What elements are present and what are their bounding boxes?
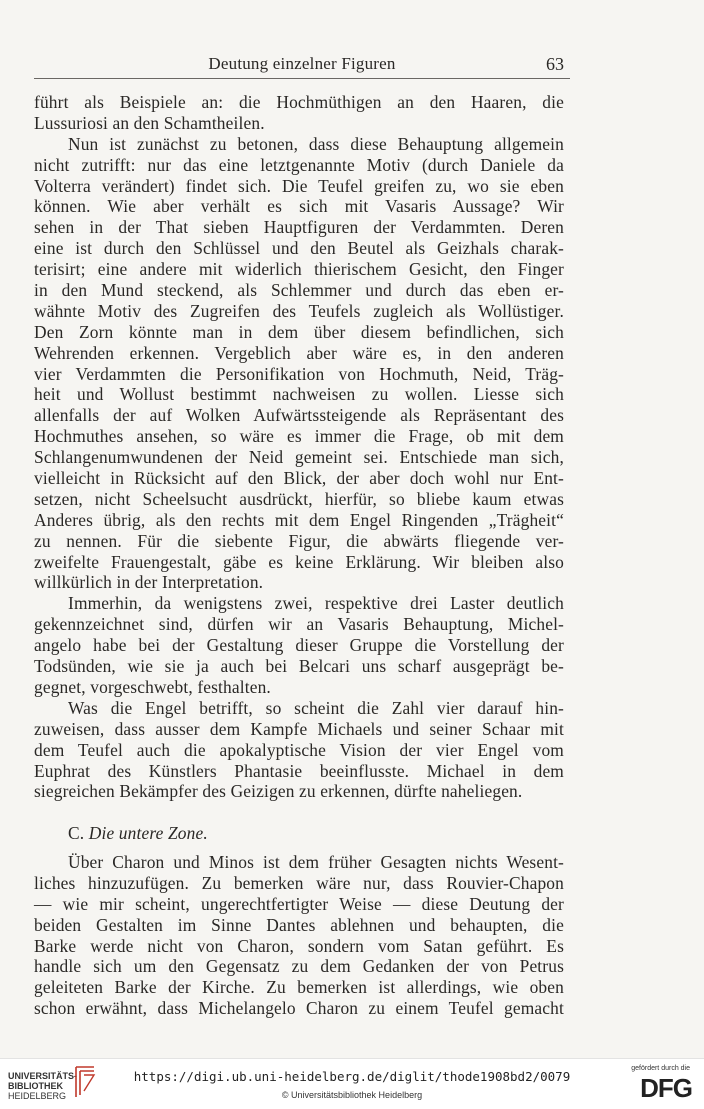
text-line: nicht zutrifft: nur das eine letztgenannte Motiv (durch Daniele da [34, 154, 564, 175]
text-line: Lussuriosi an den Schamtheilen. [34, 112, 265, 133]
text-line: Über Charon und Minos ist dem früher Gesagten nichts Wesent- [68, 851, 564, 872]
header-title: Deutung einzelner Figuren [208, 54, 396, 73]
text-line: können. Wie aber verhält es sich mit Vasaris Aussage? Wir [34, 196, 564, 217]
logo-line: UNIVERSITÄTS- [8, 1071, 78, 1081]
running-header [34, 52, 570, 79]
text-line: Schlangenumwundenen der Neid gemeint sei. Entschiede man sich, [34, 447, 564, 468]
section-letter: C. [68, 823, 85, 844]
text-line: schon erwähnt, dass Michelangelo Charon zu einem Teufel gemacht [34, 998, 564, 1019]
text-line: Wehrenden erkennen. Vergeblich aber wäre es, in den anderen [34, 342, 564, 363]
text-line: Den Zorn könnte man in dem über diesem befindlichen, sich [34, 321, 564, 342]
citation-link[interactable]: https://digi.ub.uni-heidelberg.de/diglit/thode1908bd2/0079 [133, 1069, 571, 1084]
text-line: Was die Engel betrifft, so scheint die Zahl vier darauf hin- [68, 697, 564, 718]
text-line: dem Teufel auch die apokalyptische Vision der vier Engel vom [34, 739, 564, 760]
text-line: zu nennen. Für die siebente Figur, die abwärts fliegende ver- [34, 530, 564, 551]
body-text [34, 92, 564, 1019]
page-number: 63 [546, 54, 564, 74]
text-line: geleiteten Barke der Kirche. Zu bemerken ist allerdings, wie oben [34, 977, 564, 998]
section-heading [34, 823, 564, 844]
spacer [34, 802, 564, 823]
text-line: wähnte Motiv des Zugreifen des Teufels zugleich als Wollüstiger. [34, 300, 564, 321]
funding-note: gefördert durch die [631, 1065, 690, 1072]
text-line: — wie mir scheint, ungerechtfertigter Weise — diese Deutung der [34, 893, 564, 914]
text-line: in den Mund steckend, als Schlemmer und durch das eben er- [34, 280, 564, 301]
text-line: setzen, nicht Scheelsucht ausdrückt, hierfür, so bliebe kaum etwas [34, 488, 564, 509]
text-line: vier Verdammten die Personifikation von Hochmuth, Neid, Träg- [34, 363, 564, 384]
text-line: Volterra verändert) findet sich. Die Teufel greifen zu, wo sie eben [34, 175, 564, 196]
text-line: beiden Gestalten im Sinne Dantes ablehnen und behaupten, die [34, 914, 564, 935]
logo-line: HEIDELBERG [8, 1091, 67, 1101]
copyright-notice: © Universitätsbibliothek Heidelberg [281, 1090, 423, 1100]
text-line: Immerhin, da wenigstens zwei, respektive drei Laster deutlich [68, 593, 564, 614]
text-line: vielleicht in Rücksicht auf den Blick, der aber doch wohl nur Ent- [34, 468, 564, 489]
logo-line: BIBLIOTHEK [8, 1081, 63, 1091]
text-line: Todsünden, wie sie ja auch bei Belcari uns scharf ausgeprägt be- [34, 656, 564, 677]
viewer-footer [0, 1058, 704, 1109]
text-line: gekennzeichnet sind, dürfen wir an Vasaris Behauptung, Michel- [34, 614, 564, 635]
text-line: liches hinzuzufügen. Zu bemerken wäre nur, dass Rouvier-Chapon [34, 872, 564, 893]
text-line: sehen in der That sieben Hauptfiguren der Verdammten. Deren [34, 217, 564, 238]
text-line: terisirt; eine andere mit widerlich thierischem Gesicht, den Finger [34, 259, 564, 280]
text-line: eine ist durch den Schlüssel und den Beutel als Geizhals charak- [34, 238, 564, 259]
text-line: zuweisen, dass ausser dem Kampfe Michaels und seiner Schaar mit [34, 718, 564, 739]
text-line: Barke werde nicht von Charon, sondern vom Satan geführt. Es [34, 935, 564, 956]
text-line: Hochmuthes ansehen, so wäre es immer die Frage, ob mit dem [34, 426, 564, 447]
text-line: Euphrat des Künstlers Phantasie beeinflusste. Michael in dem [34, 760, 564, 781]
text-line: siegreichen Bekämpfer des Geizigen zu erkennen, dürfte naheliegen. [34, 781, 523, 802]
spacer [34, 844, 564, 852]
text-line: gegnet, vorgeschwebt, festhalten. [34, 676, 271, 697]
text-line: angelo habe bei der Gestaltung dieser Gruppe die Vorstellung der [34, 635, 564, 656]
text-line: führt als Beispiele an: die Hochmüthigen an den Haaren, die [34, 92, 564, 112]
text-line: handle sich um den Gegensatz zu dem Gedanken der von Petrus [34, 956, 564, 977]
text-line: allenfalls der auf Wolken Aufwärtssteigende als Repräsentant des [34, 405, 564, 426]
text-line: willkürlich in der Interpretation. [34, 572, 264, 593]
text-line: Anderes übrig, als den rechts mit dem Engel Ringenden „Trägheit“ [34, 509, 564, 530]
text-line: Nun ist zunächst zu betonen, dass diese Behauptung allgemein [68, 133, 564, 154]
dfg-logo[interactable]: DFG [640, 1073, 692, 1103]
section-title: Die untere Zone. [88, 823, 208, 844]
text-line: heit und Wollust bestimmt nachweisen zu wollen. Liesse sich [34, 384, 564, 405]
text-line: zweifelte Frauengestalt, gäbe es keine Erklärung. Wir bleiben also [34, 551, 564, 572]
